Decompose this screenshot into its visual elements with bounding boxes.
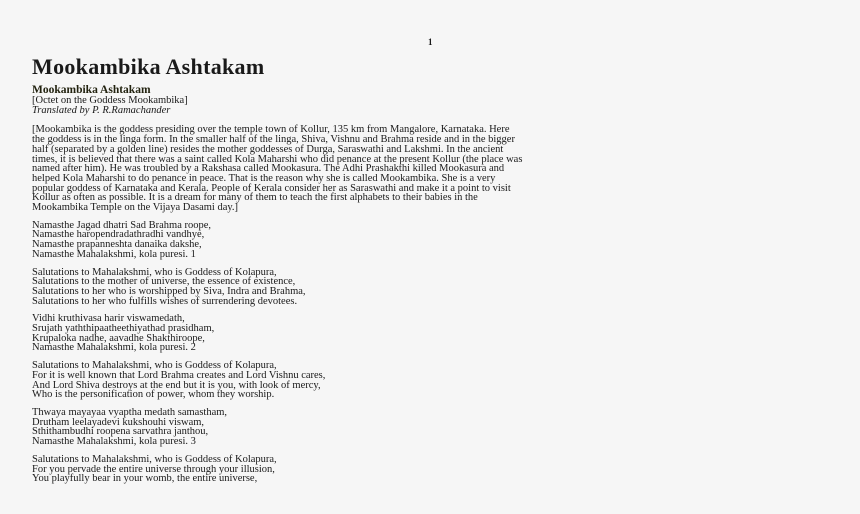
intro-line: Mookambika Temple on the Vijaya Dasami day.] — [32, 202, 239, 214]
page-number: 1 — [428, 37, 433, 47]
intro-line: popular goddess of Karnataka and Kerala. People of Kerala consider her as Saraswathi and make it a point to visit — [32, 182, 511, 194]
stanza-3-sanskrit — [32, 408, 832, 447]
verse-line: For it is well known that Lord Brahma creates and Lord Vishnu cares, — [32, 369, 326, 381]
verse-line: Who is the personification of power, whom they worship. — [32, 389, 275, 401]
verse-line: Namasthe prapanneshta danaika dakshe, — [32, 239, 202, 251]
intro-line: Kollur as often as possible. It is a dream for many of them to teach the first alphabets to their babies in the — [32, 192, 478, 204]
intro-line: times, it is believed that there was a saint called Kola Maharshi who did penance at the present Kollur (the place was — [32, 153, 523, 165]
intro-line: the goddess is in the linga form. In the smaller half of the linga, Shiva, Vishnu and Brahma reside and in the bigger — [32, 134, 515, 146]
translator-credit: Translated by P. R.Ramachander — [32, 104, 171, 116]
verse-line: Salutations to her who is worshipped by Siva, Indra and Brahma, — [32, 285, 306, 297]
verse-line: Namasthe Jagad dhatri Sad Brahma roope, — [32, 219, 212, 231]
stanza-1-sanskrit — [32, 221, 832, 260]
verse-line: For you pervade the entire universe through your illusion, — [32, 463, 275, 475]
verse-line: Salutations to Mahalakshmi, who is Goddess of Kolapura, — [32, 266, 277, 278]
verse-line: Salutations to her who fulfills wishes of surrendering devotees. — [32, 295, 298, 307]
stanza-3-translation — [32, 455, 832, 484]
verse-line: Salutations to the mother of universe, the essence of existence, — [32, 276, 296, 288]
verse-line: Namasthe haropendradathradhi vandhye, — [32, 229, 205, 241]
stanza-2-translation — [32, 361, 832, 400]
intro-line: [Mookambika is the goddess presiding over the temple town of Kollur, 135 km from Mangalore, Karnataka. Here — [32, 124, 510, 136]
verse-line: Namasthe Mahalakshmi, kola puresi. 2 — [32, 342, 196, 354]
intro-line: half (separated by a golden line) resides the mother goddesses of Durga, Saraswathi and Lakshmi. In the ancient — [32, 143, 504, 155]
description: [Octet on the Goddess Mookambika] — [32, 95, 188, 106]
verse-line: Namasthe Mahalakshmi, kola puresi. 3 — [32, 436, 196, 448]
verse-line: Srujath yaththipaatheethiyathad prasidham, — [32, 323, 215, 335]
verse-line: And Lord Shiva destroys at the end but it is you, with look of mercy, — [32, 379, 321, 391]
document-body — [32, 55, 832, 484]
intro-line: named after him). He was troubled by a Rakshasa called Mookasura. The Adhi Prashakthi killed Mookasura and — [32, 163, 505, 175]
verse-line: Krupaloka nadhe, aavadhe Shakthiroope, — [32, 332, 205, 344]
intro-paragraph — [32, 125, 832, 212]
verse-line: Namasthe Mahalakshmi, kola puresi. 1 — [32, 248, 196, 260]
document-title: Mookambika Ashtakam — [32, 54, 265, 79]
verse-line: Vidhi kruthivasa harir viswamedath, — [32, 313, 185, 325]
verse-line: You playfully bear in your womb, the entire universe, — [32, 473, 258, 485]
intro-line: helped Kola Maharshi to do penance in peace. That is the reason why she is called Mookambika. She is a very — [32, 172, 496, 184]
verse-line: Drutham leelayadevi kukshouhi viswam, — [32, 416, 205, 428]
stanza-2-sanskrit — [32, 314, 832, 353]
verse-line: Salutations to Mahalakshmi, who is Goddess of Kolapura, — [32, 360, 277, 372]
verse-line: Thwaya mayayaa vyaptha medath samastham, — [32, 406, 228, 418]
verse-line: Sthithambudhi roopena sarvathra janthou, — [32, 426, 209, 438]
verse-line: Salutations to Mahalakshmi, who is Goddess of Kolapura, — [32, 453, 277, 465]
stanza-1-translation — [32, 268, 832, 307]
document-subtitle: Mookambika Ashtakam — [32, 84, 151, 96]
